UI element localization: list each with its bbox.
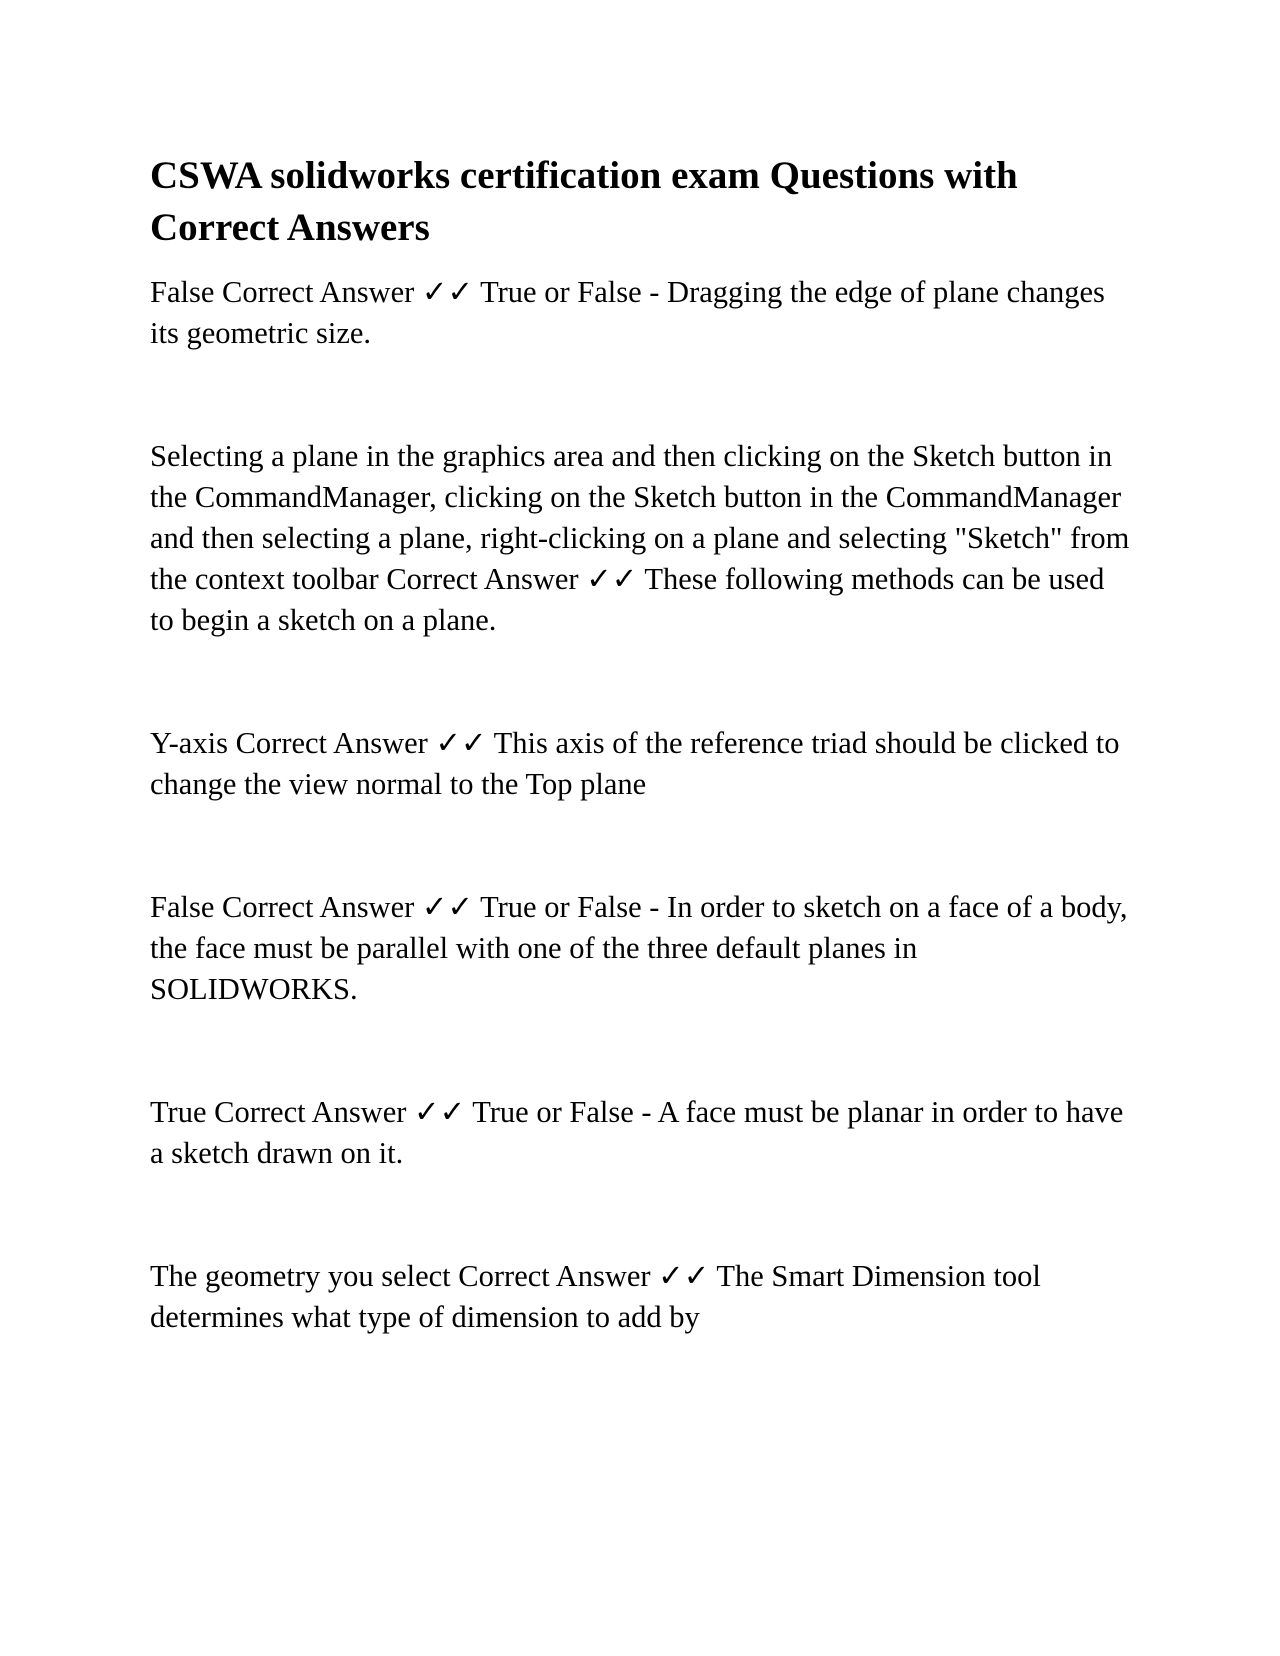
correct-answer-marker: Correct Answer ✓✓: [386, 562, 638, 596]
correct-answer-marker: Correct Answer ✓✓: [222, 275, 474, 309]
question-text: True or False - Dragging the edge of plane changes its geometric size.: [150, 275, 1105, 350]
correct-answer-marker: Correct Answer ✓✓: [222, 890, 474, 924]
document-title: CSWA solidworks certification exam Questions with Correct Answers: [150, 154, 1018, 249]
correct-answer-marker: Correct Answer ✓✓: [214, 1095, 466, 1129]
qa-entry-4: [150, 887, 1130, 1010]
question-text: The Smart Dimension tool determines what type of dimension to add by: [150, 1259, 1041, 1334]
qa-entry-3: [150, 723, 1130, 805]
qa-entry-5: [150, 1092, 1130, 1174]
answer-text: Y-axis: [150, 726, 228, 760]
qa-entry-6: [150, 1256, 1130, 1338]
answer-text: True: [150, 1095, 207, 1129]
qa-entry-1: [150, 272, 1130, 354]
question-text: True or False - A face must be planar in order to have a sketch drawn on it.: [150, 1095, 1124, 1170]
answer-text: False: [150, 275, 215, 309]
answer-text: The geometry you select: [150, 1259, 451, 1293]
qa-entry-2: [150, 436, 1130, 641]
answer-text: Selecting a plane in the graphics area and then clicking on the Sketch button in the CommandManager, clicking on the Sketch button in the CommandManager and then selecting a plane, right-clicking on a plane and selecting "Sketch" from the context toolbar: [150, 439, 1130, 596]
question-text: True or False - In order to sketch on a face of a body, the face must be parallel with one of the three default planes in SOLIDWORKS.: [150, 890, 1128, 1006]
answer-text: False: [150, 890, 215, 924]
correct-answer-marker: Correct Answer ✓✓: [235, 726, 487, 760]
correct-answer-marker: Correct Answer ✓✓: [458, 1259, 710, 1293]
question-text: This axis of the reference triad should be clicked to change the view normal to the Top plane: [150, 726, 1120, 801]
question-text: These following methods can be used to begin a sketch on a plane.: [150, 562, 1105, 637]
document-page: [150, 150, 1130, 1338]
